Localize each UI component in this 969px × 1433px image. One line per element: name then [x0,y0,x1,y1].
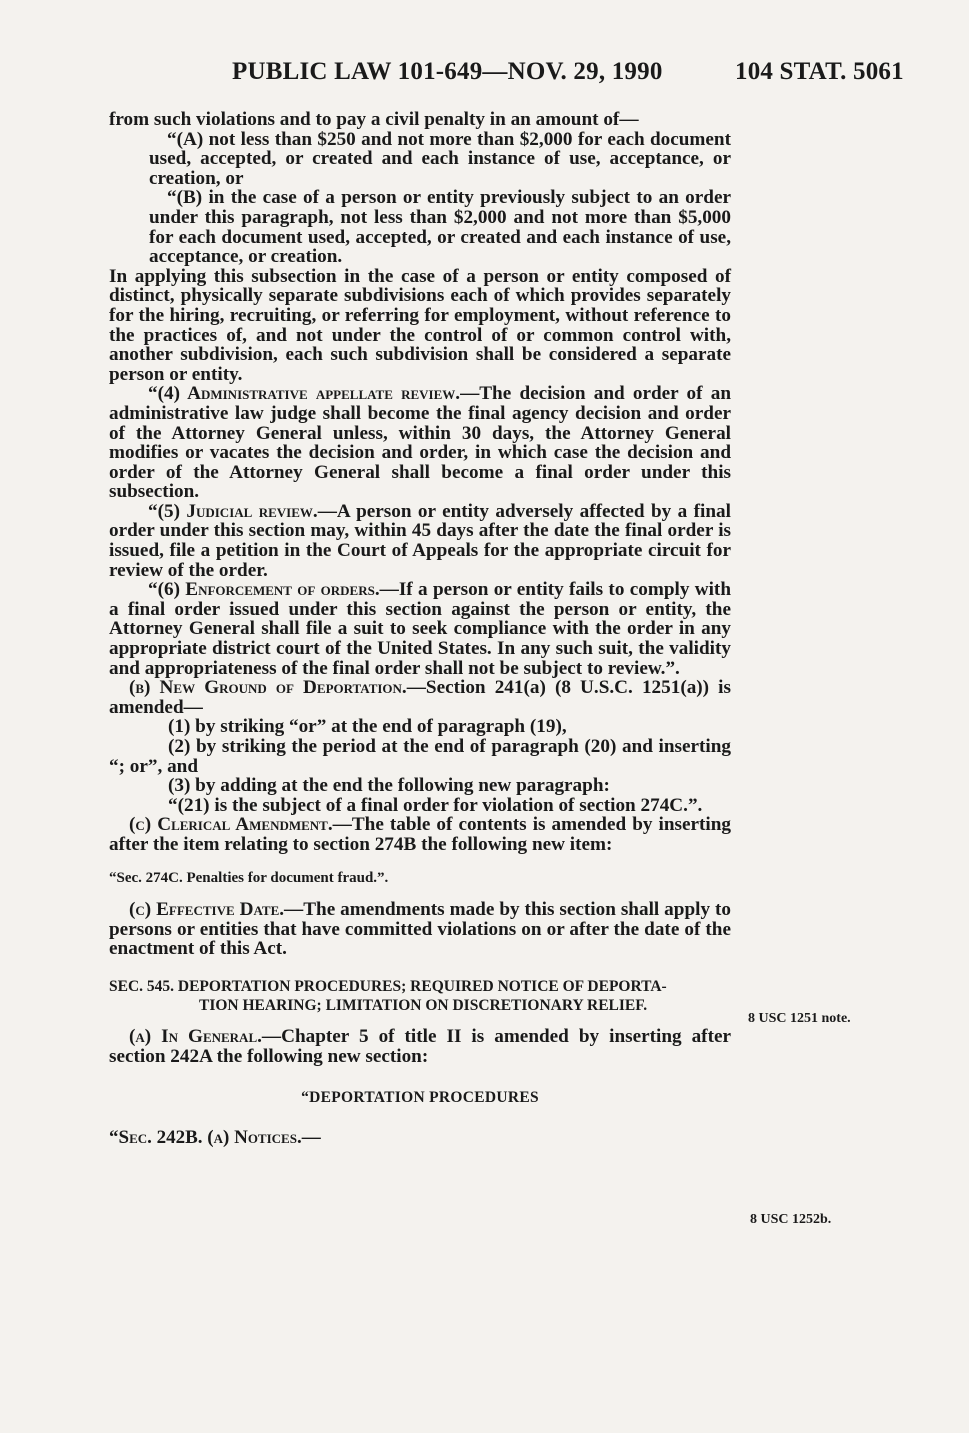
subsection-c-text: —The table of contents is amended by inserting after the item relating to section 274B the following new item: [109,814,731,855]
subsection-c [109,815,731,854]
page-header [0,58,969,92]
subsection-b-item-2: (2) by striking the period at the end of paragraph (20) and inserting “; or”, and [109,736,731,777]
paragraph-6-text: —If a person or entity fails to comply with a final order issued under this section against the person or entity, the Attorney General shall file a suit to seek compliance with the order in any appropriate district court of the United States. In any such suit, the validity and appropriateness of the final order shall not be subject to review.”. [109,579,731,679]
subsection-b-heading: (b) New Ground of Deportation. [129,677,407,699]
in-general-heading: (a) In General. [129,1025,262,1047]
paragraph-B-text: “(B) in the case of a person or entity previously subject to an order under this paragraph, not less than $2,000 and not more than $5,000 for each document used, accepted, or created and each instance of use, acceptance, or creation. [149,187,731,268]
paragraph-5 [109,502,731,580]
subsection-c-heading: (c) Clerical Amendment. [129,814,333,836]
margin-note-1251: 8 USC 1251 note. [748,1011,851,1026]
section-242b-a-text: “Sec. 242B. (a) Notices.— [109,1126,321,1148]
paragraph-4-heading: “(4) Administrative appellate review. [148,383,461,405]
subsection-b-text: —Section 241(a) (8 U.S.C. 1251(a)) is amended— [109,677,731,718]
paragraph-6-heading: “(6) Enforcement of orders. [148,579,380,601]
paragraph-A [109,130,731,189]
subsection-effective-date [109,900,731,959]
header-stat-page: 104 STAT. 5061 [735,58,904,85]
deportation-procedures-heading: “DEPORTATION PROCEDURES [301,1089,539,1107]
effective-date-heading: (c) Effective Date. [129,899,285,921]
section-545-heading-line-2: TION HEARING; LIMITATION ON DISCRETIONARY RELIEF. [199,996,648,1014]
section-545-heading [109,977,731,1015]
paragraph-A-text: “(A) not less than $250 and not more than $2,000 for each document used, accepted, or created and each instance of use, acceptance, or creation, or [149,128,731,189]
subsection-b-item-1: (1) by striking “or” at the end of paragraph (19), [168,716,567,738]
paragraph-4 [109,384,731,502]
section-242b-a [109,1128,731,1148]
paragraph-applying: In applying this subsection in the case of a person or entity composed of distinct, physically separate subdivisions each of which provides separately for the hiring, recruiting, or referring for employment, without reference to the practices of, and not under the control of or common control with, another subdivision, each such subdivision shall be considered a separate person or entity. [109,265,731,385]
subsection-b-item-3: (3) by adding at the end the following new paragraph: [168,775,610,797]
in-general-text: —Chapter 5 of title II is amended by inserting after section 242A the following new section: [109,1025,731,1067]
section-545-heading-line-1: SEC. 545. DEPORTATION PROCEDURES; REQUIRED NOTICE OF DEPORTA- [109,977,667,995]
paragraph-B [109,188,731,266]
toc-item: “Sec. 274C. Penalties for document fraud.”. [109,869,389,886]
effective-date-text: —The amendments made by this section shall apply to persons or entities that have committed violations on or after the date of the enactment of this Act. [109,899,731,960]
subsection-a-in-general [109,1027,731,1066]
subsection-b [109,678,731,717]
paragraph-5-heading: “(5) Judicial review. [148,500,318,522]
subsection-b-new-paragraph: “(21) is the subject of a final order for violation of section 274C.”. [168,794,703,816]
body-text [109,110,731,1147]
paragraph-6 [109,580,731,678]
paragraph-penalty-intro: from such violations and to pay a civil penalty in an amount of— [109,109,639,130]
margin-note-1252b: 8 USC 1252b. [750,1212,832,1227]
paragraph-4-text: —The decision and order of an administrative law judge shall become the final agency decision and order of the Attorney General unless, within 30 days, the Attorney General modifies or vacates the decision and order, in which case the decision and order of the Attorney General shall become a final order under this subsection. [109,383,731,503]
paragraph-5-text: —A person or entity adversely affected by a final order under this section may, within 45 days after the date the final order is issued, file a petition in the Court of Appeals for the appropriate circuit for review of the order. [109,500,731,581]
header-title: PUBLIC LAW 101-649—NOV. 29, 1990 [232,58,663,85]
